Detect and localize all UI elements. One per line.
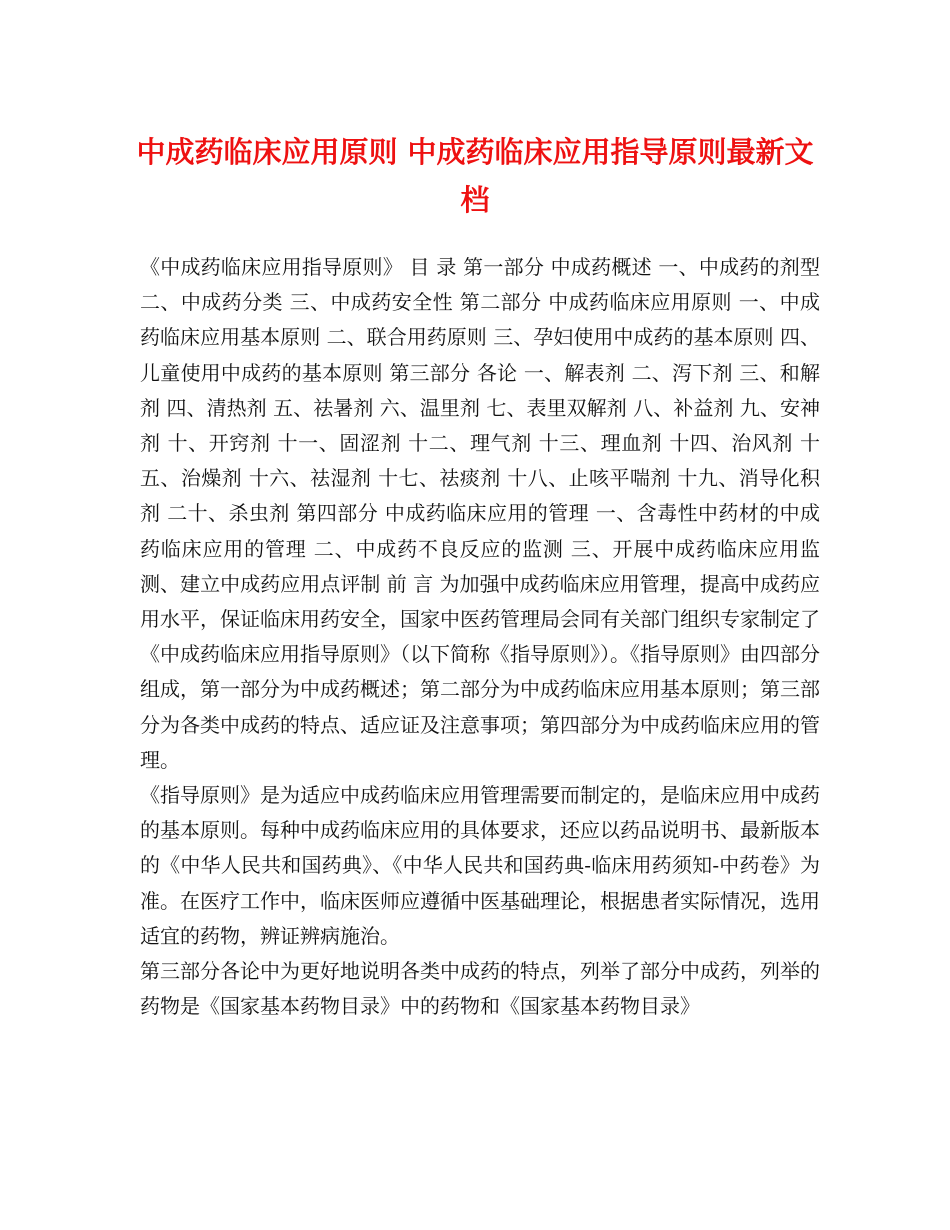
document-title: 中成药临床应用原则 中成药临床应用指导原则最新文档 — [136, 135, 814, 217]
document-body — [140, 250, 820, 1024]
paragraph-guideline-scope: 《指导原则》是为适应中成药临床应用管理需要而制定的，是临床应用中成药的基本原则。每种中成药临床应用的具体要求，还应以药品说明书、最新版本的《中华人民共和国药典》、《中华人民共和国药典-临床用药须知-中药卷》为准。在医疗工作中，临床医师应遵循中医基础理论，根据患者实际情况，选用适宜的药物，辨证辨病施治。 — [140, 783, 820, 948]
paragraph-part-three-note: 第三部分各论中为更好地说明各类中成药的特点，列举了部分中成药，列举的药物是《国家基本药物目录》中的药物和《国家基本药物目录》 — [140, 959, 820, 1019]
paragraph-toc-preface: 《中成药临床应用指导原则》 目 录 第一部分 中成药概述 一、中成药的剂型 二、中成药分类 三、中成药安全性 第二部分 中成药临床应用原则 一、中成药临床应用基本原则 二、联合用药原则 三、孕妇使用中成药的基本原则 四、儿童使用中成药的基本原则 第三部分 各论 一、解表剂 二、泻下剂 三、和解剂 四、清热剂 五、祛暑剂 六、温里剂 七、表里双解剂 八、补益剂 九、安神剂 十、开窍剂 十一、固涩剂 十二、理气剂 十三、理血剂 十四、治风剂 十五、治燥剂 十六、祛湿剂 十七、祛痰剂 十八、止咳平喘剂 十九、消导化积剂 二十、杀虫剂 第四部分 中成药临床应用的管理 一、含毒性中药材的中成药临床应用的管理 二、中成药不良反应的监测 三、开展中成药临床应用监测、建立中成药应用点评制 前 言 为加强中成药临床应用管理，提高中成药应用水平，保证临床用药安全，国家中医药管理局会同有关部门组织专家制定了《中成药临床应用指导原则》（以下简称《指导原则》）。《指导原则》由四部分组成，第一部分为中成药概述；第二部分为中成药临床应用基本原则；第三部分为各类中成药的特点、适应证及注意事项；第四部分为中成药临床应用的管理。 — [140, 255, 820, 772]
